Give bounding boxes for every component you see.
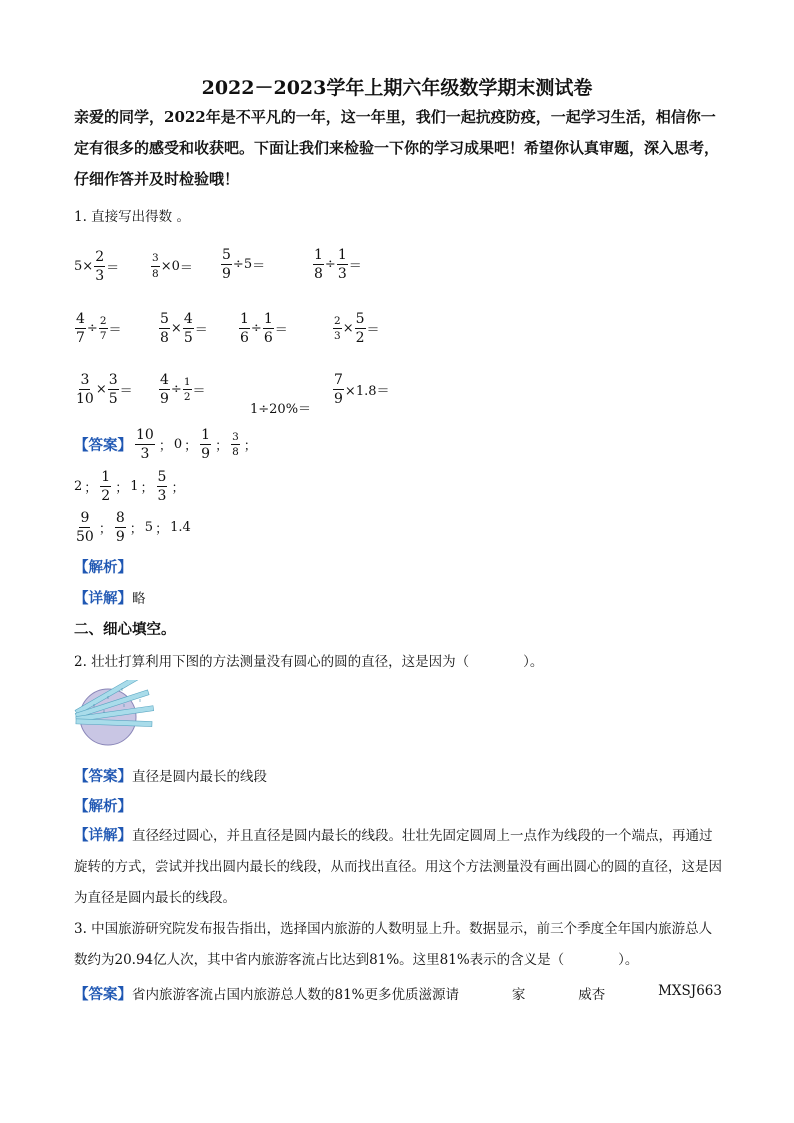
q1-expr-10: $\frac{4}{9}$ ÷ $\frac{1}{2}$ ＝ (160, 372, 206, 407)
watermark-text-2: 家 (511, 987, 526, 1003)
watermark-code: MXSJ663 (658, 983, 722, 999)
q3-answer: 【答案】省内旅游客流占国内旅游总人数的81%更多优质滋源请 (74, 986, 460, 1003)
q1-expr-12: $\frac{7}{9}$ ×1.8＝ (334, 372, 390, 407)
q1-expr-1: 5 × $\frac{2}{3}$ ＝ (74, 249, 120, 284)
q1-detail: 【详解】略 (74, 590, 146, 607)
q2-analysis-tag: 【解析】 (74, 798, 132, 815)
q1-expr-5: $\frac{4}{7}$ ÷ $\frac{2}{7}$ ＝ (76, 311, 122, 346)
q1-analysis-tag: 【解析】 (74, 559, 132, 576)
q2-detail: 【详解】直径经过圆心，并且直径是圆内最长的线段。壮壮先固定圆周上一点作为线段的一个端点，再通过旋转的方式，尝试并找出圆内最长的线段，从而找出直径。用这个方法测量没有画出圆心的圆的直径，这是因为直径是圆内最长的线段。 (74, 827, 722, 906)
q3-prompt: 3. 中国旅游研究院发布报告指出，选择国内旅游的人数明显上升。数据显示，前三个季度全年国内旅游总人数约为20.94亿人次，其中省内旅游客流占比达到81%。这里81%表示的含义是（ ）。 (74, 921, 713, 968)
page-title: 2022－2023学年上期六年级数学期末测试卷 (201, 77, 593, 99)
intro-paragraph: 亲爱的同学，2022年是不平凡的一年，这一年里，我们一起抗疫防疫，一起学习生活，相信你一定有很多的感受和收获吧。下面让我们来检验一下你的学习成果吧！希望你认真审题，深入思考，仔细作答并及时检验哦！ (74, 108, 720, 188)
q1-expr-9: $\frac{3}{10}$ × $\frac{3}{5}$ ＝ (76, 372, 133, 407)
q3-answer-row (74, 983, 722, 1004)
q1-expr-3: $\frac{5}{9}$ ÷ 5 ＝ (222, 247, 266, 282)
q1-expr-6: $\frac{5}{8}$ × $\frac{4}{5}$ ＝ (160, 311, 208, 346)
q2-answer: 【答案】直径是圆内最长的线段 (74, 768, 267, 785)
q1-answer-line-3: $\frac{9}{50}$ ； $\frac{8}{9}$ ； 5 ； 1.4 (76, 510, 191, 545)
q1-answer-line-2: 2 ； $\frac{1}{2}$ ； 1 ； $\frac{5}{3}$ ； (74, 469, 185, 504)
circle-ruler-figure (74, 680, 156, 750)
watermark-text-1: 更多优质滋源请 (364, 987, 460, 1003)
q1-expr-8: $\frac{2}{3}$ × $\frac{5}{2}$ ＝ (334, 311, 380, 346)
q1-expr-4: $\frac{1}{8}$ ÷ $\frac{1}{3}$ ＝ (314, 247, 362, 282)
q1-answer-line-1: 【答案】 $\frac{10}{3}$ ； 0 ； $\frac{1}{9}$ ； $\frac{3}{8}$ ； (74, 427, 257, 462)
q1-expr-2: $\frac{3}{8}$ × 0 ＝ (152, 252, 193, 280)
section-2-heading: 二、细心填空。 (74, 621, 176, 638)
q1-expr-11: 1÷20%＝ (250, 402, 312, 417)
watermark-text-3: 威杏 (578, 987, 606, 1003)
answer-tag: 【答案】 (74, 437, 132, 454)
q1-expr-7: $\frac{1}{6}$ ÷ $\frac{1}{6}$ ＝ (240, 311, 288, 346)
q1-prompt: 1. 直接写出得数 。 (74, 209, 190, 225)
q2-prompt: 2. 壮壮打算利用下图的方法测量没有圆心的圆的直径，这是因为（ ）。 (74, 654, 544, 670)
